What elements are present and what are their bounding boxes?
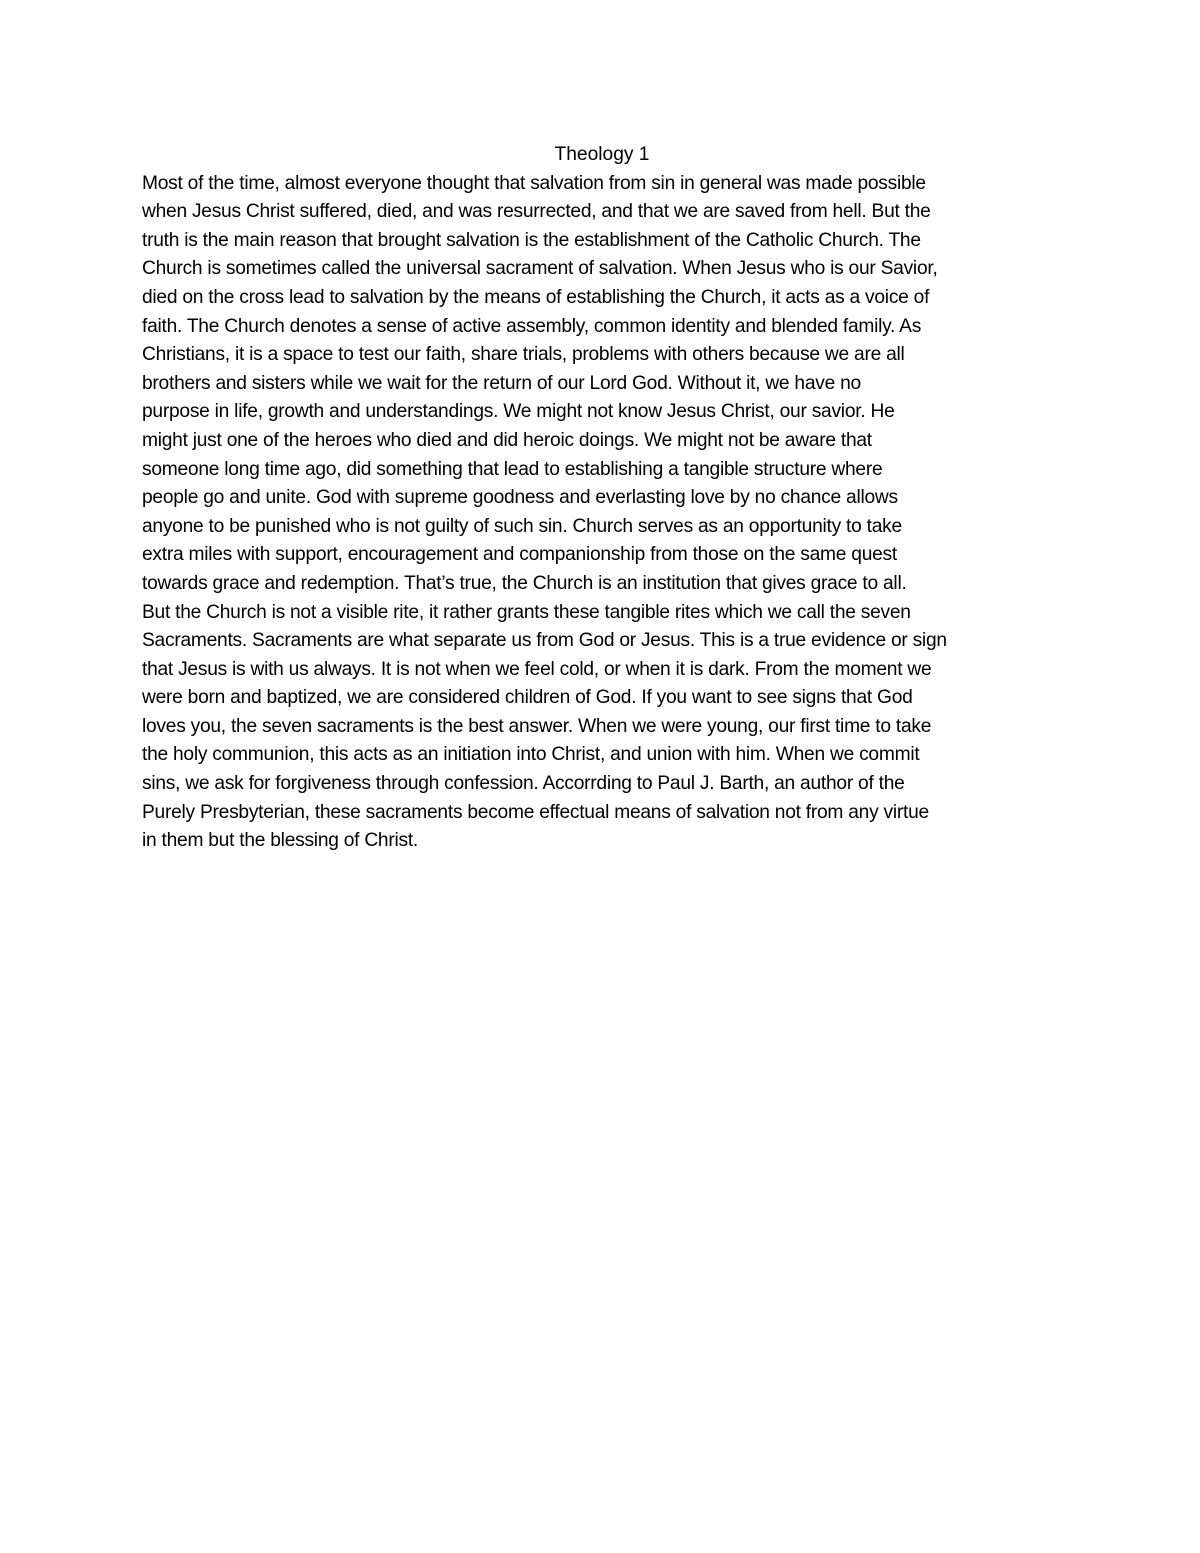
text-line: Purely Presbyterian, these sacraments become effectual means of salvation not from any virtue [142,801,929,823]
body-paragraph [142,170,1062,856]
text-line: brothers and sisters while we wait for the return of our Lord God. Without it, we have no [142,372,861,394]
text-line: were born and baptized, we are considered children of God. If you want to see signs that God [142,687,913,709]
text-line: Christians, it is a space to test our faith, share trials, problems with others because we are all [142,344,905,366]
text-line: in them but the blessing of Christ. [142,830,419,852]
document-content [142,141,1062,856]
text-line: loves you, the seven sacraments is the best answer. When we were young, our first time to take [142,715,932,737]
text-line: towards grace and redemption. That’s true, the Church is an institution that gives grace to all. [142,572,907,594]
text-line: when Jesus Christ suffered, died, and was resurrected, and that we are saved from hell. But the [142,201,931,223]
text-line: people go and unite. God with supreme goodness and everlasting love by no chance allows [142,487,898,509]
text-line: died on the cross lead to salvation by the means of establishing the Church, it acts as a voice of [142,286,930,308]
text-line: the holy communion, this acts as an initiation into Christ, and union with him. When we commit [142,744,920,766]
text-line: someone long time ago, did something that lead to establishing a tangible structure where [142,458,883,480]
text-line: might just one of the heroes who died and did heroic doings. We might not be aware that [142,429,872,451]
text-line: Most of the time, almost everyone thought that salvation from sin in general was made possible [142,172,926,194]
document-title: Theology 1 [554,144,650,165]
text-line: Sacraments. Sacraments are what separate us from God or Jesus. This is a true evidence or sign [142,630,947,652]
text-line: sins, we ask for forgiveness through confession. Accorrding to Paul J. Barth, an author of the [142,773,905,795]
text-line: But the Church is not a visible rite, it rather grants these tangible rites which we call the seven [142,601,911,623]
text-line: truth is the main reason that brought salvation is the establishment of the Catholic Church. The [142,229,921,251]
text-line: Church is sometimes called the universal sacrament of salvation. When Jesus who is our Savior, [142,258,938,280]
text-line: anyone to be punished who is not guilty of such sin. Church serves as an opportunity to take [142,515,902,537]
text-line: extra miles with support, encouragement and companionship from those on the same quest [142,544,897,566]
text-line: purpose in life, growth and understandings. We might not know Jesus Christ, our savior. He [142,401,895,423]
text-line: faith. The Church denotes a sense of active assembly, common identity and blended family. As [142,315,922,337]
text-line: that Jesus is with us always. It is not when we feel cold, or when it is dark. From the moment we [142,658,932,680]
